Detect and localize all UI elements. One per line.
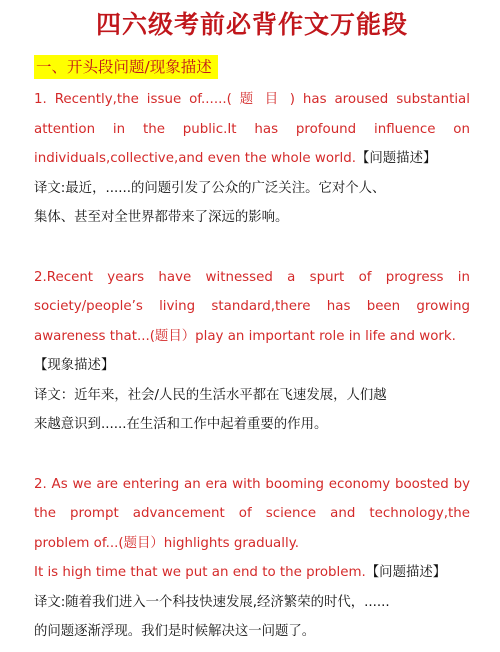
paragraph-1-line-3-text: individuals,collective,and even the whole world. (34, 151, 357, 166)
paragraph-3-cn-line-1: 译文:随着我们进入一个科技快速发展,经济繁荣的时代，...... (34, 594, 390, 610)
paragraph-2-cn-line-2: 来越意识到......在生活和工作中起着重要的作用。 (34, 417, 328, 432)
paragraph-3-cn-line-2: 的问题逐渐浮现。我们是时候解决这一问题了。 (34, 624, 316, 639)
paragraph-3-line-4 (34, 558, 470, 588)
paragraph-2-cn-line-1: 译文：近年来，社会/人民的生活水平都在飞速发展，人们越 (34, 387, 387, 403)
paragraph-1-cn-line-2: 集体、甚至对全世界都带来了深远的影响。 (34, 210, 289, 225)
paragraph-2-tag: 【现象描述】 (34, 358, 115, 373)
paragraph-1-line-3 (34, 144, 470, 174)
page-title: 四六级考前必背作文万能段 (95, 10, 408, 39)
paragraph-2-line-3: awareness that...(题目）play an important role in life and work. (34, 328, 456, 344)
paragraph-1-translation (34, 174, 470, 233)
paragraph-2-line-2: society/people’s living standard,there has been growing (34, 299, 470, 314)
spacer (34, 233, 470, 263)
paragraph-1-english (34, 85, 470, 174)
paragraph-2-english (34, 263, 470, 381)
paragraph-3-tag: 【问题描述】 (365, 565, 447, 580)
paragraph-3-line-4-text: It is high time that we put an end to the problem. (34, 565, 366, 580)
paragraph-1-tag: 【问题描述】 (356, 151, 437, 166)
spacer (34, 440, 470, 470)
paragraph-1-line-2: attention in the public.It has profound influence on (34, 121, 470, 137)
paragraph-3-line-2: the prompt advancement of science and technology,the (34, 506, 470, 521)
paragraph-3-english (34, 470, 470, 588)
paragraph-1-line-1: 1. Recently,the issue of......( 题 目 ) has aroused substantial (34, 92, 470, 107)
paragraph-2-translation (34, 381, 470, 440)
paragraph-3-line-1: 2. As we are entering an era with booming economy boosted by (34, 476, 470, 492)
paragraph-3-translation (34, 588, 470, 647)
paragraph-1-cn-line-1: 译文:最近，......的问题引发了公众的广泛关注。它对个人、 (34, 180, 386, 196)
paragraph-2-line-1: 2.Recent years have witnessed a spurt of progress in (34, 269, 470, 285)
section-heading-opening: 一、开头段问题/现象描述 (34, 55, 218, 79)
paragraph-3-line-3: problem of...(题目）highlights gradually. (34, 535, 299, 551)
